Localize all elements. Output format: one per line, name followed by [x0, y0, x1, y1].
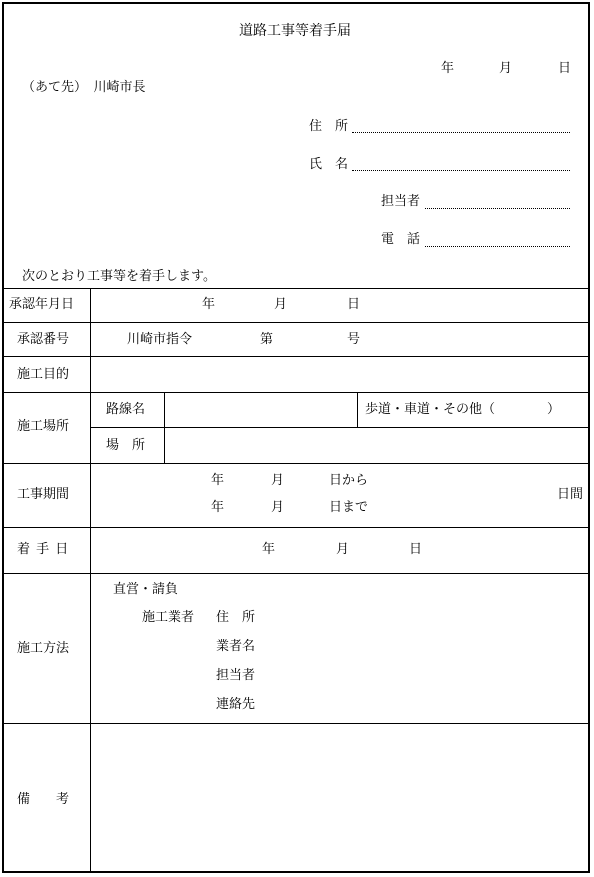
method-type[interactable]: 直営・請負: [113, 582, 179, 597]
approval-number-dai: 第: [260, 332, 274, 347]
period-from-year: 年: [211, 473, 225, 488]
table-top-line: [4, 288, 590, 289]
sub-row-divider: [91, 427, 590, 428]
contractor-person-label: 担当者: [216, 668, 256, 683]
period-label: 工事期間: [17, 487, 70, 502]
approval-number-go: 号: [347, 332, 361, 347]
period-to-day: 日まで: [329, 500, 369, 515]
approval-date-label: 承認年月日: [9, 297, 75, 312]
contractor-contact-label: 連絡先: [216, 697, 256, 712]
row-divider: [4, 392, 590, 393]
row-divider: [4, 723, 590, 724]
header-day: 日: [558, 61, 572, 76]
location-label: 場 所: [106, 438, 146, 453]
row-divider: [4, 463, 590, 464]
person-field[interactable]: [425, 208, 570, 209]
row-divider: [4, 573, 590, 574]
period-from-day: 日から: [329, 473, 369, 488]
header-month: 月: [499, 61, 513, 76]
label-column-line: [90, 288, 91, 873]
approval-year: 年: [202, 297, 216, 312]
form-title: 道路工事等着手届: [239, 23, 351, 39]
period-days: 日間: [557, 487, 584, 502]
start-day: 日: [409, 542, 423, 557]
road-category[interactable]: 歩道・車道・その他（ ）: [365, 402, 561, 417]
intro-text: 次のとおり工事等を着手します。: [22, 269, 216, 284]
person-label: 担当者: [381, 194, 421, 209]
address-label: 住 所: [309, 119, 349, 134]
category-column-line: [357, 392, 358, 427]
place-label: 施工場所: [17, 419, 70, 434]
approval-number-label: 承認番号: [17, 332, 70, 347]
place-sub-column-line: [164, 392, 165, 463]
contractor-address-label: 住 所: [216, 610, 256, 625]
header-year: 年: [441, 61, 455, 76]
period-to-year: 年: [211, 500, 225, 515]
period-from-month: 月: [271, 473, 285, 488]
start-date-label: 着 手 日: [17, 542, 70, 557]
name-field[interactable]: [352, 170, 570, 171]
purpose-label: 施工目的: [17, 367, 70, 382]
method-label: 施工方法: [17, 641, 70, 656]
row-divider: [4, 356, 590, 357]
period-to-month: 月: [271, 500, 285, 515]
route-name-label: 路線名: [106, 402, 146, 417]
row-divider: [4, 527, 590, 528]
phone-label: 電 話: [381, 232, 421, 247]
address-field[interactable]: [352, 132, 570, 133]
start-month: 月: [336, 542, 350, 557]
approval-day: 日: [347, 297, 361, 312]
row-divider: [4, 322, 590, 323]
phone-field[interactable]: [425, 246, 570, 247]
addressee: （あて先） 川崎市長: [22, 80, 146, 95]
contractor-label: 施工業者: [142, 610, 195, 625]
remarks-label: 備 考: [17, 792, 70, 807]
approval-month: 月: [274, 297, 288, 312]
name-label: 氏 名: [309, 157, 349, 172]
contractor-company-label: 業者名: [216, 639, 256, 654]
approval-number-prefix: 川崎市指令: [127, 332, 193, 347]
start-year: 年: [262, 542, 276, 557]
